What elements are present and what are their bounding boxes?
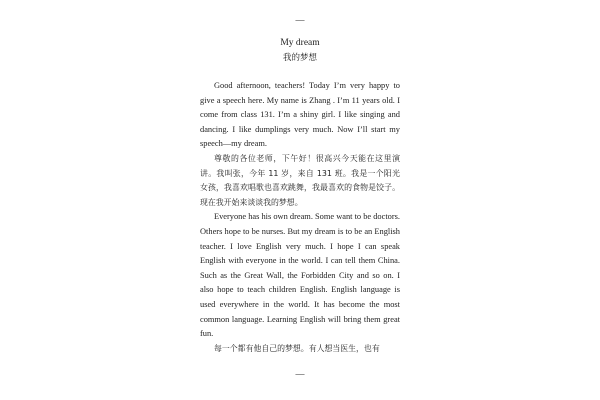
paragraph-english-dream: Everyone has his own dream. Some want to be doctors. Others hope to be nurses. But my dream is to be an English teacher. I love English very much. I hope I can speak English with everyone in the world. I can tell them China. Such as the Great Wall, the Forbidden City and so on. I also hope to teach children English. English language is used everywhere in the world. It has become the most common language. Learning English will bring them great fun.	[200, 212, 400, 339]
top-page-marker: —	[295, 15, 305, 25]
title-chinese: 我的梦想	[282, 53, 317, 63]
title-english: My dream	[280, 38, 320, 48]
speech-body	[200, 79, 400, 356]
bottom-page-marker: —	[295, 369, 305, 379]
paragraph-chinese-intro: 尊敬的各位老师，下午好！很高兴今天能在这里演讲。我叫张，今年 11 岁，来自 131 班。我是一个阳光女孩，我喜欢唱歌也喜欢跳舞，我最喜欢的食物是饺子。现在我开始来谈谈我的梦想。	[200, 153, 400, 207]
paragraph-chinese-dream: 每一个都有他自己的梦想。有人想当医生，也有	[214, 343, 380, 353]
paragraph-english-intro: Good afternoon, teachers! Today I’m very happy to give a speech here. My name is Zhang . I’m 11 years old. I come from class 131. I’m a shiny girl. I like singing and dancing. I like dumplings very much. Now I’ll start my speech—my dream.	[200, 81, 400, 149]
